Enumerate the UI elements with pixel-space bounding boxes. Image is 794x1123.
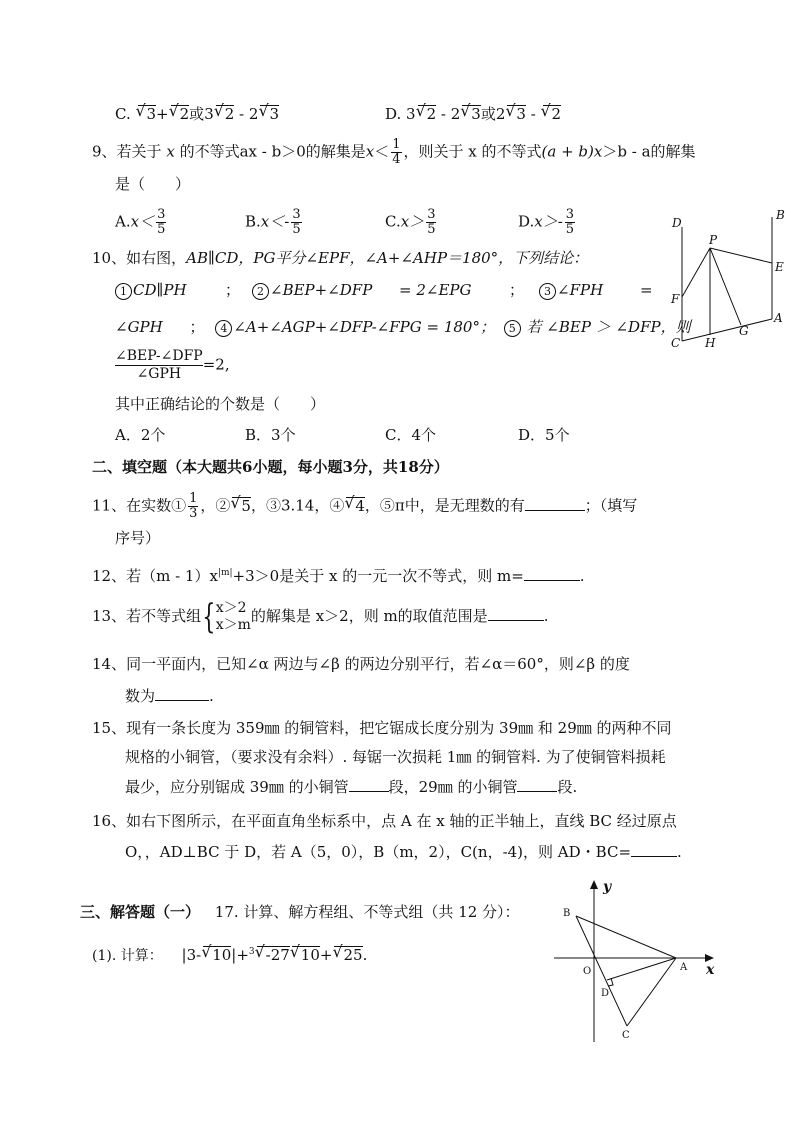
coordinate-figure [550,876,724,1046]
q10-question: 其中正确结论的个数是（ ） [115,395,326,413]
q10-option-c: C．4个 [385,426,437,444]
q14-stem: 14、同一平面内，已知∠α 两边与∠β 的两边分别平行，若∠α＝60°，则∠β 的度 [92,655,630,673]
label-o: O [583,966,592,977]
label-b: B [776,208,785,222]
frac-1-4: $\frac{1}{4}$ [392,137,401,167]
label-g: G [739,324,749,338]
q9-option-a: A.x＜ $\frac{3}{5}$ [115,207,166,237]
q16-line2: O，，AD⊥BC 于 D，若 A（5，0），B（m，2），C(n，-4)，则 AD・BC= . [125,843,682,861]
label-c: C [622,1030,630,1041]
q9-option-b: B.x＜- $\frac{3}{5}$ [245,207,301,237]
label-h: H [705,336,716,350]
segment-ba [576,916,676,958]
label-x: x [706,962,715,978]
label-e: E [775,260,784,274]
line-ca [682,319,772,341]
section-2-title: 二、填空题（本大题共6小题，每小题3分，共18分） [92,458,449,476]
q9-stem: 9、若关于 x 的不等式ax - b＞0的解集是x＜ $\frac{1}{4}$ ，则关于 x 的不等式(a + b)x＞b - a的解集 [92,137,696,167]
answer-blank [524,566,580,581]
q10-option-d: D．5个 [518,426,570,444]
q9-option-d: D.x＞- $\frac{3}{5}$ [518,207,575,237]
segment-ca [627,958,676,1026]
q14-line2: 数为 . [125,687,214,705]
segment-ad [607,958,676,980]
q11-line2: 序号） [115,529,161,547]
q11-stem: 11、在实数① $\frac{1}{3}$ ，②√ 5，③3.14，④√ 4，⑤π中，是无理数的有 ；（填写 [92,492,637,521]
answer-blank [631,842,677,857]
q10-option-b: B．3个 [245,426,296,444]
q13-stem: 13、若不等式组{ x＞2 x＞m 的解集是 x＞2，则 m的取值范围是 . [92,597,549,637]
q9-line2: 是（ ） [115,175,191,193]
answer-blank [488,606,544,621]
q10-statements-1: 1 CD∥PH ； 2 ∠BEP+∠DFP = 2∠EPG ； 3 ∠FPH = [115,280,655,300]
label-y: y [603,879,612,895]
q12-stem: 12、若$(m - 1)x^{|m|}+3>0$是关于 x 的一元一次不等式，则 m= . [92,567,585,585]
answer-blank [517,777,557,792]
q10-stem: 10、如右图，AB∥CD，PG平分∠EPF，∠A+∠AHP＝180°，下列结论： [92,249,589,267]
q9-option-c: C.x＞ $\frac{3}{5}$ [385,207,436,237]
q10-fraction: ∠BEP-∠DFP ∠GPH =2, [115,348,230,382]
section-3-title: 三、解答题（一） 17. 计算、解方程组、不等式组（共 12 分）： [80,903,520,921]
label-p: P [709,233,718,247]
answer-blank [155,686,209,701]
label-f: F [671,292,680,306]
q17-part1: (1). 计算： |3-√ 10|+$^3$√ -27√ 10+√ 25. [92,942,367,966]
y-arrow-icon [590,880,598,889]
label-d: D [672,216,682,230]
q16-line1: 16、如右下图所示，在平面直角坐标系中，点 A 在 x 轴的正半轴上，直线 BC 经过原点 [92,812,677,830]
label-d: D [601,988,610,999]
q8-option-d: D. 3√ 2 - 2√ 3或2√ 3 - √ 2 [385,104,561,124]
q10-option-a: A．2个 [115,426,166,444]
segment-pe [710,248,772,263]
segment-pg [710,248,741,325]
label-a: A [774,311,783,325]
label-c: C [671,336,681,350]
answer-blank [525,496,585,511]
q15-line2: 规格的小铜管，（要求没有余料）. 每锯一次损耗 1㎜ 的铜管料. 为了使铜管料损耗 [125,748,666,766]
label-a: A [680,962,688,973]
x-arrow-icon [705,954,714,962]
label-b: B [563,908,571,919]
q10-statements-2: ∠GPH ； 4 ∠A+∠AGP+∠DFP-∠FPG = 180°； 5 若 ∠BEP ＞ ∠DFP，则 [115,318,691,336]
q15-line1: 15、现有一条长度为 359㎜ 的铜管料，把它锯成长度分别为 39㎜ 和 29㎜ 的两种不同 [92,719,672,737]
answer-blank [349,777,389,792]
segment-pf [682,248,710,297]
q15-line3: 最少，应分别锯成 39㎜ 的小铜管 段，29㎜ 的小铜管 段. [125,778,578,796]
q8-option-c: C. √ 3+√ 2或3√ 2 - 2√ 3 [115,104,279,124]
